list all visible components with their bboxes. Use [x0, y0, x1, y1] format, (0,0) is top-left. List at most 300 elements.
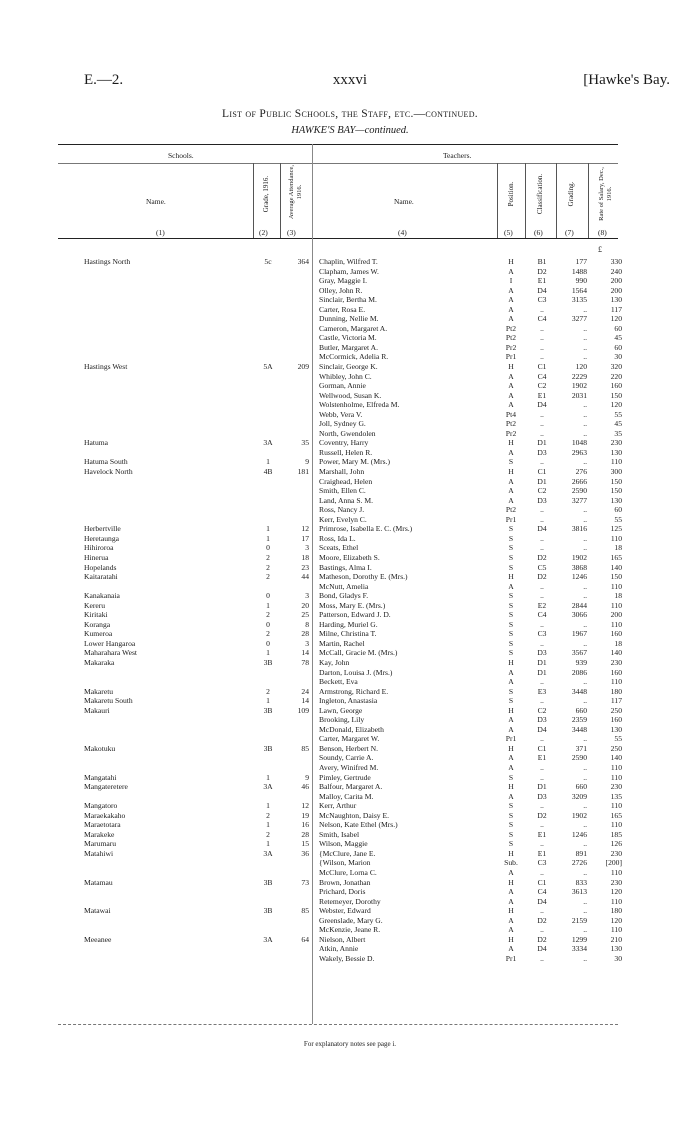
teacher-name: Lawn, George: [319, 705, 363, 715]
position-value: H: [508, 934, 514, 944]
teacher-name: Butler, Margaret A.: [319, 342, 379, 352]
classification-value: D2: [537, 266, 547, 276]
grading-value: 2844: [571, 600, 587, 610]
school-name: Hihiroroa: [84, 543, 114, 553]
position-value: H: [508, 705, 514, 715]
classification-value: D4: [537, 285, 547, 295]
grade-value: 3B: [263, 906, 273, 916]
table-row: [0, 706, 700, 716]
rule-header: [58, 238, 618, 239]
teacher-name: Gray, Maggie I.: [319, 276, 368, 286]
grade-value: 2: [266, 629, 270, 639]
grading-value: ..: [583, 638, 587, 648]
grade-value: 0: [266, 591, 270, 601]
classification-value: ..: [540, 581, 544, 591]
position-value: A: [508, 944, 514, 954]
grading-value: 120: [575, 362, 587, 372]
position-value: S: [508, 829, 514, 839]
grading-value: 3567: [571, 648, 587, 658]
attendance-value: 364: [297, 257, 309, 266]
grading-value: ..: [583, 677, 587, 687]
grade-value: 1: [266, 801, 270, 811]
teacher-name: Nielson, Albert: [319, 934, 366, 944]
grading-value: 3066: [571, 610, 587, 620]
position-value: A: [508, 677, 514, 687]
teacher-name: Cameron, Margaret A.: [319, 323, 388, 333]
teacher-name: Matheson, Dorothy E. (Mrs.): [319, 572, 408, 582]
teacher-name: Patterson, Edward J. D.: [319, 610, 391, 620]
salary-value: 300: [610, 467, 622, 477]
attendance-value: 85: [301, 906, 309, 916]
district-heading: [Hawke's Bay.: [583, 72, 670, 88]
table-row: [0, 477, 700, 487]
position-value: H: [508, 743, 514, 753]
table-row: [0, 391, 700, 401]
classification-value: C1: [537, 467, 547, 477]
grade-value: 3A: [263, 848, 273, 858]
col-position: Position.: [507, 181, 515, 207]
teacher-name: Joll, Sydney G.: [319, 419, 366, 429]
classification-value: D2: [537, 552, 547, 562]
school-name: Matamau: [84, 877, 113, 887]
position-value: Pr1: [505, 352, 517, 362]
attendance-value: 15: [301, 839, 309, 849]
salary-value: 180: [610, 906, 622, 916]
grade-value: 2: [266, 572, 270, 582]
grading-value: 276: [575, 467, 587, 477]
classification-value: ..: [540, 342, 544, 352]
grade-value: 3A: [263, 934, 273, 944]
teacher-name: Wolstenholme, Elfreda M.: [319, 400, 400, 410]
school-name: Lower Hangaroa: [84, 638, 136, 648]
grading-value: ..: [583, 419, 587, 429]
classification-value: ..: [540, 409, 544, 419]
table-row: [0, 582, 700, 592]
grading-value: 3613: [571, 887, 587, 897]
staff-table: [0, 257, 700, 963]
grading-value: 1902: [571, 552, 587, 562]
classification-value: ..: [540, 323, 544, 333]
teacher-name: Greenslade, Mary G.: [319, 915, 383, 925]
table-row: [0, 305, 700, 315]
grading-value: 660: [575, 705, 587, 715]
grading-value: ..: [583, 323, 587, 333]
position-value: A: [508, 390, 514, 400]
grading-value: 177: [575, 257, 587, 266]
teacher-name: Ingleton, Anastasia: [319, 696, 378, 706]
grading-value: 1299: [571, 934, 587, 944]
teacher-name: Webster, Edward: [319, 906, 371, 916]
classification-value: D4: [537, 724, 547, 734]
table-row: [0, 677, 700, 687]
grading-value: ..: [583, 734, 587, 744]
table-row: [0, 257, 700, 267]
classification-value: C1: [537, 362, 547, 372]
grade-value: 3A: [263, 438, 273, 448]
table-row: [0, 553, 700, 563]
grading-value: 891: [575, 848, 587, 858]
classification-value: ..: [540, 505, 544, 515]
salary-value: 120: [610, 314, 622, 324]
position-value: S: [508, 820, 514, 830]
salary-value: 110: [610, 762, 622, 772]
school-name: Makaraka: [84, 657, 115, 667]
teacher-name: Chaplin, Wilfred T.: [319, 257, 378, 266]
teacher-name: Malloy, Carita M.: [319, 791, 374, 801]
position-value: A: [508, 791, 514, 801]
position-value: S: [508, 686, 514, 696]
salary-value: 150: [610, 476, 622, 486]
position-value: S: [508, 610, 514, 620]
teacher-name: Land, Anna S. M.: [319, 495, 373, 505]
classification-value: D2: [537, 572, 547, 582]
grading-value: ..: [583, 514, 587, 524]
group-schools: Schools.: [168, 151, 194, 160]
grading-value: 1902: [571, 381, 587, 391]
teacher-name: Soundy, Carrie A.: [319, 753, 374, 763]
table-row: [0, 457, 700, 467]
table-row: [0, 648, 700, 658]
classification-value: D1: [537, 667, 547, 677]
col-divider: [588, 163, 589, 238]
table-row: [0, 811, 700, 821]
classification-value: ..: [540, 925, 544, 935]
grading-value: ..: [583, 591, 587, 601]
grade-value: 2: [266, 686, 270, 696]
school-name: Marakeke: [84, 829, 115, 839]
salary-value: 165: [610, 810, 622, 820]
teacher-name: Beckett, Eva: [319, 677, 358, 687]
group-teachers: Teachers.: [443, 151, 472, 160]
teacher-name: Power, Mary M. (Mrs.): [319, 457, 390, 467]
grading-value: 3448: [571, 724, 587, 734]
school-name: Hatuma South: [84, 457, 128, 467]
salary-value: 320: [610, 362, 622, 372]
position-value: Pt2: [505, 333, 517, 343]
classification-value: C3: [537, 858, 547, 868]
teacher-name: Brooking, Lily: [319, 715, 365, 725]
grading-value: 2159: [571, 915, 587, 925]
attendance-value: 23: [301, 562, 309, 572]
grading-value: 939: [575, 657, 587, 667]
attendance-value: 9: [305, 457, 309, 467]
teacher-name: Bond, Gladys F.: [319, 591, 369, 601]
teacher-name: {McClure, Jane E.: [319, 848, 376, 858]
grading-value: ..: [583, 581, 587, 591]
table-row: [0, 668, 700, 678]
grade-value: 5A: [263, 362, 273, 372]
table-row: [0, 620, 700, 630]
position-value: Pt2: [505, 323, 517, 333]
table-row: [0, 687, 700, 697]
classification-value: E3: [537, 686, 547, 696]
classification-value: ..: [540, 801, 544, 811]
grade-value: 1: [266, 696, 270, 706]
school-name: Hastings West: [84, 362, 128, 372]
school-name: Mangatahi: [84, 772, 117, 782]
table-row: [0, 448, 700, 458]
salary-value: 126: [610, 839, 622, 849]
rule-group: [58, 163, 618, 164]
school-name: Matawai: [84, 906, 111, 916]
grade-value: 1: [266, 457, 270, 467]
classification-value: D1: [537, 657, 547, 667]
attendance-value: 8: [305, 619, 309, 629]
salary-value: 200: [610, 610, 622, 620]
classification-value: ..: [540, 333, 544, 343]
teacher-name: Whibley, John C.: [319, 371, 372, 381]
school-name: Mangatoro: [84, 801, 118, 811]
school-name: Meeanee: [84, 934, 112, 944]
grading-value: ..: [583, 505, 587, 515]
grade-value: 2: [266, 562, 270, 572]
salary-value: 230: [610, 438, 622, 448]
table-row: [0, 878, 700, 888]
classification-value: D4: [537, 944, 547, 954]
classification-value: D2: [537, 934, 547, 944]
table-row: [0, 782, 700, 792]
salary-value: 110: [610, 868, 622, 877]
table-row: [0, 267, 700, 277]
position-value: H: [508, 572, 514, 582]
classification-value: D4: [537, 524, 547, 534]
teacher-name: Milne, Christina T.: [319, 629, 377, 639]
classification-value: ..: [540, 304, 544, 314]
position-value: S: [508, 552, 514, 562]
attendance-value: 19: [301, 810, 309, 820]
position-value: Pt2: [505, 505, 517, 515]
teacher-name: Darton, Louisa J. (Mrs.): [319, 667, 393, 677]
classification-value: ..: [540, 953, 544, 963]
teacher-name: Bastings, Alma I.: [319, 562, 372, 572]
table-row: [0, 629, 700, 639]
grade-value: 5c: [264, 257, 272, 266]
colnum: (6): [534, 228, 543, 237]
table-row: [0, 744, 700, 754]
grading-value: 3135: [571, 295, 587, 305]
grade-value: 2: [266, 810, 270, 820]
school-name: Kereru: [84, 600, 106, 610]
position-value: Pt2: [505, 419, 517, 429]
classification-value: ..: [540, 734, 544, 744]
table-row: [0, 601, 700, 611]
teacher-name: Dunning, Nellie M.: [319, 314, 379, 324]
grading-value: 3209: [571, 791, 587, 801]
teacher-name: Clapham, James W.: [319, 266, 379, 276]
grading-value: 1246: [571, 572, 587, 582]
school-name: Makotuku: [84, 743, 116, 753]
table-row: [0, 935, 700, 945]
classification-value: C3: [537, 629, 547, 639]
grading-value: 1488: [571, 266, 587, 276]
classification-value: ..: [540, 696, 544, 706]
classification-value: ..: [540, 619, 544, 629]
salary-value: 30: [614, 352, 622, 362]
position-value: S: [508, 524, 514, 534]
table-row: [0, 563, 700, 573]
salary-value: 185: [610, 829, 622, 839]
attendance-value: 28: [301, 829, 309, 839]
grading-value: 1902: [571, 810, 587, 820]
table-row: [0, 486, 700, 496]
classification-value: C4: [537, 610, 547, 620]
salary-value: 110: [610, 820, 622, 830]
grade-value: 0: [266, 638, 270, 648]
grading-value: 3816: [571, 524, 587, 534]
attendance-value: 85: [301, 743, 309, 753]
colnum: (7): [565, 228, 574, 237]
position-value: A: [508, 868, 514, 877]
grade-value: 3A: [263, 782, 273, 792]
table-row: [0, 773, 700, 783]
school-name: Herbertville: [84, 524, 121, 534]
position-value: H: [508, 257, 514, 266]
classification-value: ..: [540, 868, 544, 877]
grading-value: 660: [575, 782, 587, 792]
salary-value: 110: [610, 801, 622, 811]
position-value: S: [508, 600, 514, 610]
teacher-name: Avery, Winifred M.: [319, 762, 379, 772]
salary-value: 60: [614, 505, 622, 515]
position-value: A: [508, 371, 514, 381]
grading-value: 2726: [571, 858, 587, 868]
table-row: [0, 792, 700, 802]
grading-value: 990: [575, 276, 587, 286]
school-name: Hastings North: [84, 257, 131, 266]
table-row: [0, 543, 700, 553]
grading-value: ..: [583, 457, 587, 467]
position-value: A: [508, 724, 514, 734]
classification-value: D3: [537, 648, 547, 658]
teacher-name: Harding, Muriel G.: [319, 619, 378, 629]
classification-value: C1: [537, 743, 547, 753]
salary-value: 160: [610, 629, 622, 639]
attendance-value: 181: [297, 467, 309, 477]
page-number: xxxvi: [332, 72, 368, 88]
salary-value: 140: [610, 753, 622, 763]
classification-value: E2: [537, 600, 547, 610]
salary-value: 110: [610, 677, 622, 687]
table-row: [0, 534, 700, 544]
salary-value: 125: [610, 524, 622, 534]
grade-value: 1: [266, 524, 270, 534]
salary-value: 160: [610, 715, 622, 725]
grading-value: ..: [583, 409, 587, 419]
classification-value: ..: [540, 533, 544, 543]
classification-value: C1: [537, 877, 547, 887]
table-row: [0, 753, 700, 763]
teacher-name: {Wilson, Marion: [319, 858, 371, 868]
teacher-name: North, Gwendolen: [319, 428, 376, 438]
classification-value: C2: [537, 486, 547, 496]
position-value: S: [508, 696, 514, 706]
table-row: [0, 333, 700, 343]
position-value: A: [508, 447, 514, 457]
salary-value: 110: [610, 772, 622, 782]
attendance-value: 73: [301, 877, 309, 887]
grade-value: 3B: [263, 743, 273, 753]
teacher-name: Armstrong, Richard E.: [319, 686, 389, 696]
school-name: Mangateretere: [84, 782, 128, 792]
grade-value: 0: [266, 543, 270, 553]
colnum: (8): [598, 228, 607, 237]
salary-value: 120: [610, 887, 622, 897]
position-value: S: [508, 457, 514, 467]
grading-value: ..: [583, 896, 587, 906]
grade-value: 4B: [263, 467, 273, 477]
salary-value: 110: [610, 533, 622, 543]
table-row: [0, 515, 700, 525]
school-name: Makaretu South: [84, 696, 133, 706]
position-value: A: [508, 581, 514, 591]
attendance-value: 12: [301, 801, 309, 811]
attendance-value: 36: [301, 848, 309, 858]
teacher-name: Wellwood, Susan K.: [319, 390, 382, 400]
table-row: [0, 916, 700, 926]
position-value: Pr2: [505, 342, 517, 352]
footnote: For explanatory notes see page i.: [303, 1040, 397, 1048]
classification-value: C4: [537, 371, 547, 381]
grade-value: 1: [266, 839, 270, 849]
grading-value: ..: [583, 820, 587, 830]
grading-value: 2590: [571, 486, 587, 496]
position-value: A: [508, 400, 514, 410]
table-row: [0, 324, 700, 334]
position-value: S: [508, 801, 514, 811]
grade-value: 1: [266, 600, 270, 610]
classification-value: D3: [537, 791, 547, 801]
teacher-name: McNaughton, Daisy E.: [319, 810, 390, 820]
teacher-name: Sinclair, Bertha M.: [319, 295, 377, 305]
classification-value: C3: [537, 295, 547, 305]
col-classification: Classification.: [536, 173, 544, 215]
currency-symbol: £: [598, 245, 602, 254]
classification-value: D3: [537, 715, 547, 725]
position-value: A: [508, 285, 514, 295]
salary-value: 35: [614, 428, 622, 438]
table-row: [0, 372, 700, 382]
classification-value: C2: [537, 381, 547, 391]
grading-value: 2590: [571, 753, 587, 763]
school-name: Makauri: [84, 705, 110, 715]
salary-value: 180: [610, 686, 622, 696]
salary-value: 200: [610, 276, 622, 286]
attendance-value: 18: [301, 552, 309, 562]
salary-value: 60: [614, 342, 622, 352]
teacher-name: Martin, Rachel: [319, 638, 365, 648]
classification-value: ..: [540, 514, 544, 524]
grade-value: 1: [266, 648, 270, 658]
salary-value: 130: [610, 944, 622, 954]
classification-value: C2: [537, 705, 547, 715]
col-teacher-name: Name.: [394, 197, 414, 206]
school-name: Maraekakaho: [84, 810, 126, 820]
grade-value: 3B: [263, 705, 273, 715]
classification-value: ..: [540, 457, 544, 467]
grading-value: ..: [583, 619, 587, 629]
table-row: [0, 858, 700, 868]
teacher-name: Smith, Ellen C.: [319, 486, 366, 496]
salary-value: 60: [614, 323, 622, 333]
table-row: [0, 696, 700, 706]
table-row: [0, 591, 700, 601]
teacher-name: Retemeyer, Dorothy: [319, 896, 381, 906]
table-row: [0, 897, 700, 907]
teacher-name: McCormick, Adelia R.: [319, 352, 389, 362]
salary-value: 18: [614, 638, 622, 648]
position-value: I: [509, 276, 513, 286]
classification-value: E1: [537, 390, 547, 400]
